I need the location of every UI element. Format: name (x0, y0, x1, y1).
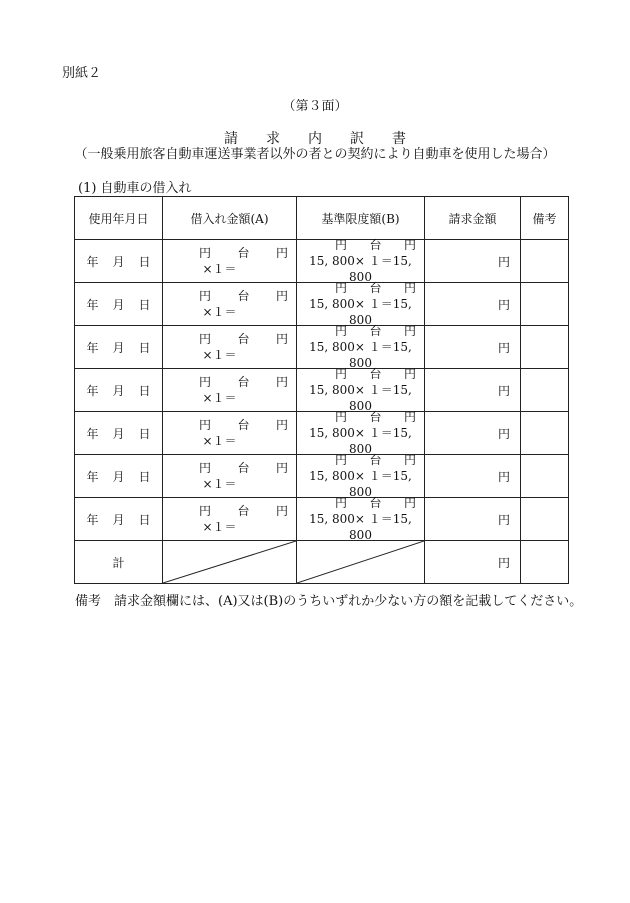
yen-label: 円 (497, 340, 510, 355)
rental-formula: ×１＝ (202, 305, 237, 319)
title-char: 書 (392, 131, 406, 147)
table-row (75, 412, 569, 455)
table-body (75, 240, 569, 584)
yen-label: 円 (199, 375, 212, 389)
face-label: （第３面） (282, 99, 348, 114)
rental-amount-cell (163, 240, 297, 283)
standard-formula: 15, 800× １＝15, 800 (309, 426, 412, 456)
date-year-label: 年 (86, 297, 99, 312)
date-year-label: 年 (86, 254, 99, 269)
title-char: 求 (266, 131, 280, 147)
unit-count-label: 台 (237, 504, 250, 518)
header-usage-date: 使用年月日 (75, 197, 163, 240)
yen-label: 円 (335, 453, 348, 467)
date-month-label: 月 (112, 512, 125, 527)
yen-label: 円 (497, 426, 510, 441)
yen-label: 円 (275, 375, 288, 389)
yen-label: 円 (335, 496, 348, 510)
unit-count-label: 台 (237, 461, 250, 475)
total-label: 計 (112, 555, 125, 570)
rental-formula: ×１＝ (202, 434, 237, 448)
unit-count-label: 台 (237, 289, 250, 303)
claim-amount-cell (425, 283, 521, 326)
unit-count-label: 台 (369, 410, 382, 424)
title-char: 請 (224, 131, 238, 147)
rental-amount-cell (163, 283, 297, 326)
rental-formula: ×１＝ (202, 477, 237, 491)
date-year-label: 年 (86, 340, 99, 355)
date-day-label: 日 (138, 469, 151, 484)
rental-amount-cell (163, 369, 297, 412)
yen-label: 円 (335, 324, 348, 338)
standard-formula: 15, 800× １＝15, 800 (309, 297, 412, 327)
yen-label: 円 (199, 246, 212, 260)
date-day-label: 日 (138, 426, 151, 441)
claim-amount-cell (425, 326, 521, 369)
title-char: 内 (308, 131, 322, 147)
remarks-cell (521, 498, 569, 541)
claim-amount-cell (425, 498, 521, 541)
unit-count-label: 台 (237, 246, 250, 260)
yen-label: 円 (497, 555, 510, 570)
date-month-label: 月 (112, 383, 125, 398)
title-char: 訳 (350, 131, 364, 147)
table-row (75, 240, 569, 283)
standard-formula: 15, 800× １＝15, 800 (309, 254, 412, 284)
claim-amount-cell (425, 412, 521, 455)
usage-date-cell (75, 240, 163, 283)
unit-count-label: 台 (369, 281, 382, 295)
yen-label: 円 (497, 512, 510, 527)
header-standard-limit: 基準限度額(B) (297, 197, 425, 240)
date-month-label: 月 (112, 254, 125, 269)
yen-label: 円 (275, 289, 288, 303)
yen-label: 円 (199, 332, 212, 346)
unit-count-label: 台 (369, 324, 382, 338)
standard-formula: 15, 800× １＝15, 800 (309, 383, 412, 413)
yen-label: 円 (403, 496, 416, 510)
standard-limit-cell (297, 455, 425, 498)
yen-label: 円 (199, 418, 212, 432)
date-month-label: 月 (112, 340, 125, 355)
unit-count-label: 台 (237, 332, 250, 346)
claim-amount-cell (425, 369, 521, 412)
standard-limit-cell (297, 369, 425, 412)
date-day-label: 日 (138, 383, 151, 398)
usage-date-cell (75, 455, 163, 498)
header-claim-amount: 請求金額 (425, 197, 521, 240)
yen-label: 円 (199, 289, 212, 303)
unit-count-label: 台 (369, 367, 382, 381)
date-year-label: 年 (86, 383, 99, 398)
standard-limit-cell (297, 412, 425, 455)
yen-label: 円 (403, 453, 416, 467)
total-standard-void-cell (297, 541, 425, 584)
standard-formula: 15, 800× １＝15, 800 (309, 512, 412, 542)
date-month-label: 月 (112, 426, 125, 441)
yen-label: 円 (335, 281, 348, 295)
total-label-cell (75, 541, 163, 584)
remarks-cell (521, 455, 569, 498)
remarks-cell (521, 283, 569, 326)
remarks-cell (521, 412, 569, 455)
rental-formula: ×１＝ (202, 348, 237, 362)
table-row (75, 326, 569, 369)
rental-amount-cell (163, 412, 297, 455)
usage-date-cell (75, 498, 163, 541)
table-row (75, 498, 569, 541)
standard-formula: 15, 800× １＝15, 800 (309, 340, 412, 370)
remarks-cell (521, 369, 569, 412)
rental-amount-cell (163, 455, 297, 498)
table-row (75, 369, 569, 412)
rental-formula: ×１＝ (202, 520, 237, 534)
yen-label: 円 (199, 504, 212, 518)
rental-amount-cell (163, 498, 297, 541)
claim-breakdown-table (74, 196, 569, 584)
date-year-label: 年 (86, 426, 99, 441)
unit-count-label: 台 (237, 375, 250, 389)
unit-count-label: 台 (369, 453, 382, 467)
total-row (75, 541, 569, 584)
date-day-label: 日 (138, 512, 151, 527)
yen-label: 円 (403, 367, 416, 381)
total-remarks-cell (521, 541, 569, 584)
table-row (75, 283, 569, 326)
date-month-label: 月 (112, 469, 125, 484)
unit-count-label: 台 (369, 496, 382, 510)
usage-date-cell (75, 326, 163, 369)
standard-limit-cell (297, 240, 425, 283)
unit-count-label: 台 (369, 238, 382, 252)
header-remarks: 備考 (521, 197, 569, 240)
standard-limit-cell (297, 326, 425, 369)
standard-formula: 15, 800× １＝15, 800 (309, 469, 412, 499)
usage-date-cell (75, 283, 163, 326)
date-year-label: 年 (86, 469, 99, 484)
date-day-label: 日 (138, 340, 151, 355)
total-rental-void-cell (163, 541, 297, 584)
header-rental-amount: 借入れ金額(A) (163, 197, 297, 240)
date-day-label: 日 (138, 297, 151, 312)
usage-date-cell (75, 369, 163, 412)
yen-label: 円 (275, 461, 288, 475)
claim-amount-cell (425, 240, 521, 283)
yen-label: 円 (403, 410, 416, 424)
yen-label: 円 (403, 281, 416, 295)
table-row (75, 455, 569, 498)
yen-label: 円 (497, 469, 510, 484)
remarks-cell (521, 240, 569, 283)
date-day-label: 日 (138, 254, 151, 269)
rental-formula: ×１＝ (202, 262, 237, 276)
yen-label: 円 (275, 418, 288, 432)
yen-label: 円 (199, 461, 212, 475)
remarks-note: 備考 請求金額欄には、(A)又は(B)のうちいずれか少ない方の額を記載してください。 (75, 594, 583, 609)
yen-label: 円 (497, 383, 510, 398)
usage-date-cell (75, 412, 163, 455)
yen-label: 円 (335, 410, 348, 424)
standard-limit-cell (297, 283, 425, 326)
yen-label: 円 (403, 324, 416, 338)
unit-count-label: 台 (237, 418, 250, 432)
rental-amount-cell (163, 326, 297, 369)
section-title: (1) 自動車の借入れ (78, 181, 192, 196)
date-year-label: 年 (86, 512, 99, 527)
yen-label: 円 (497, 297, 510, 312)
yen-label: 円 (335, 238, 348, 252)
date-month-label: 月 (112, 297, 125, 312)
standard-limit-cell (297, 498, 425, 541)
total-amount-cell (425, 541, 521, 584)
table-header-row (75, 197, 569, 240)
yen-label: 円 (497, 254, 510, 269)
yen-label: 円 (275, 332, 288, 346)
remarks-cell (521, 326, 569, 369)
document-subtitle: （一般乗用旅客自動車運送事業者以外の者との契約により自動車を使用した場合） (74, 147, 556, 162)
yen-label: 円 (335, 367, 348, 381)
rental-formula: ×１＝ (202, 391, 237, 405)
claim-amount-cell (425, 455, 521, 498)
yen-label: 円 (403, 238, 416, 252)
yen-label: 円 (275, 504, 288, 518)
yen-label: 円 (275, 246, 288, 260)
attachment-label: 別紙２ (62, 66, 102, 81)
